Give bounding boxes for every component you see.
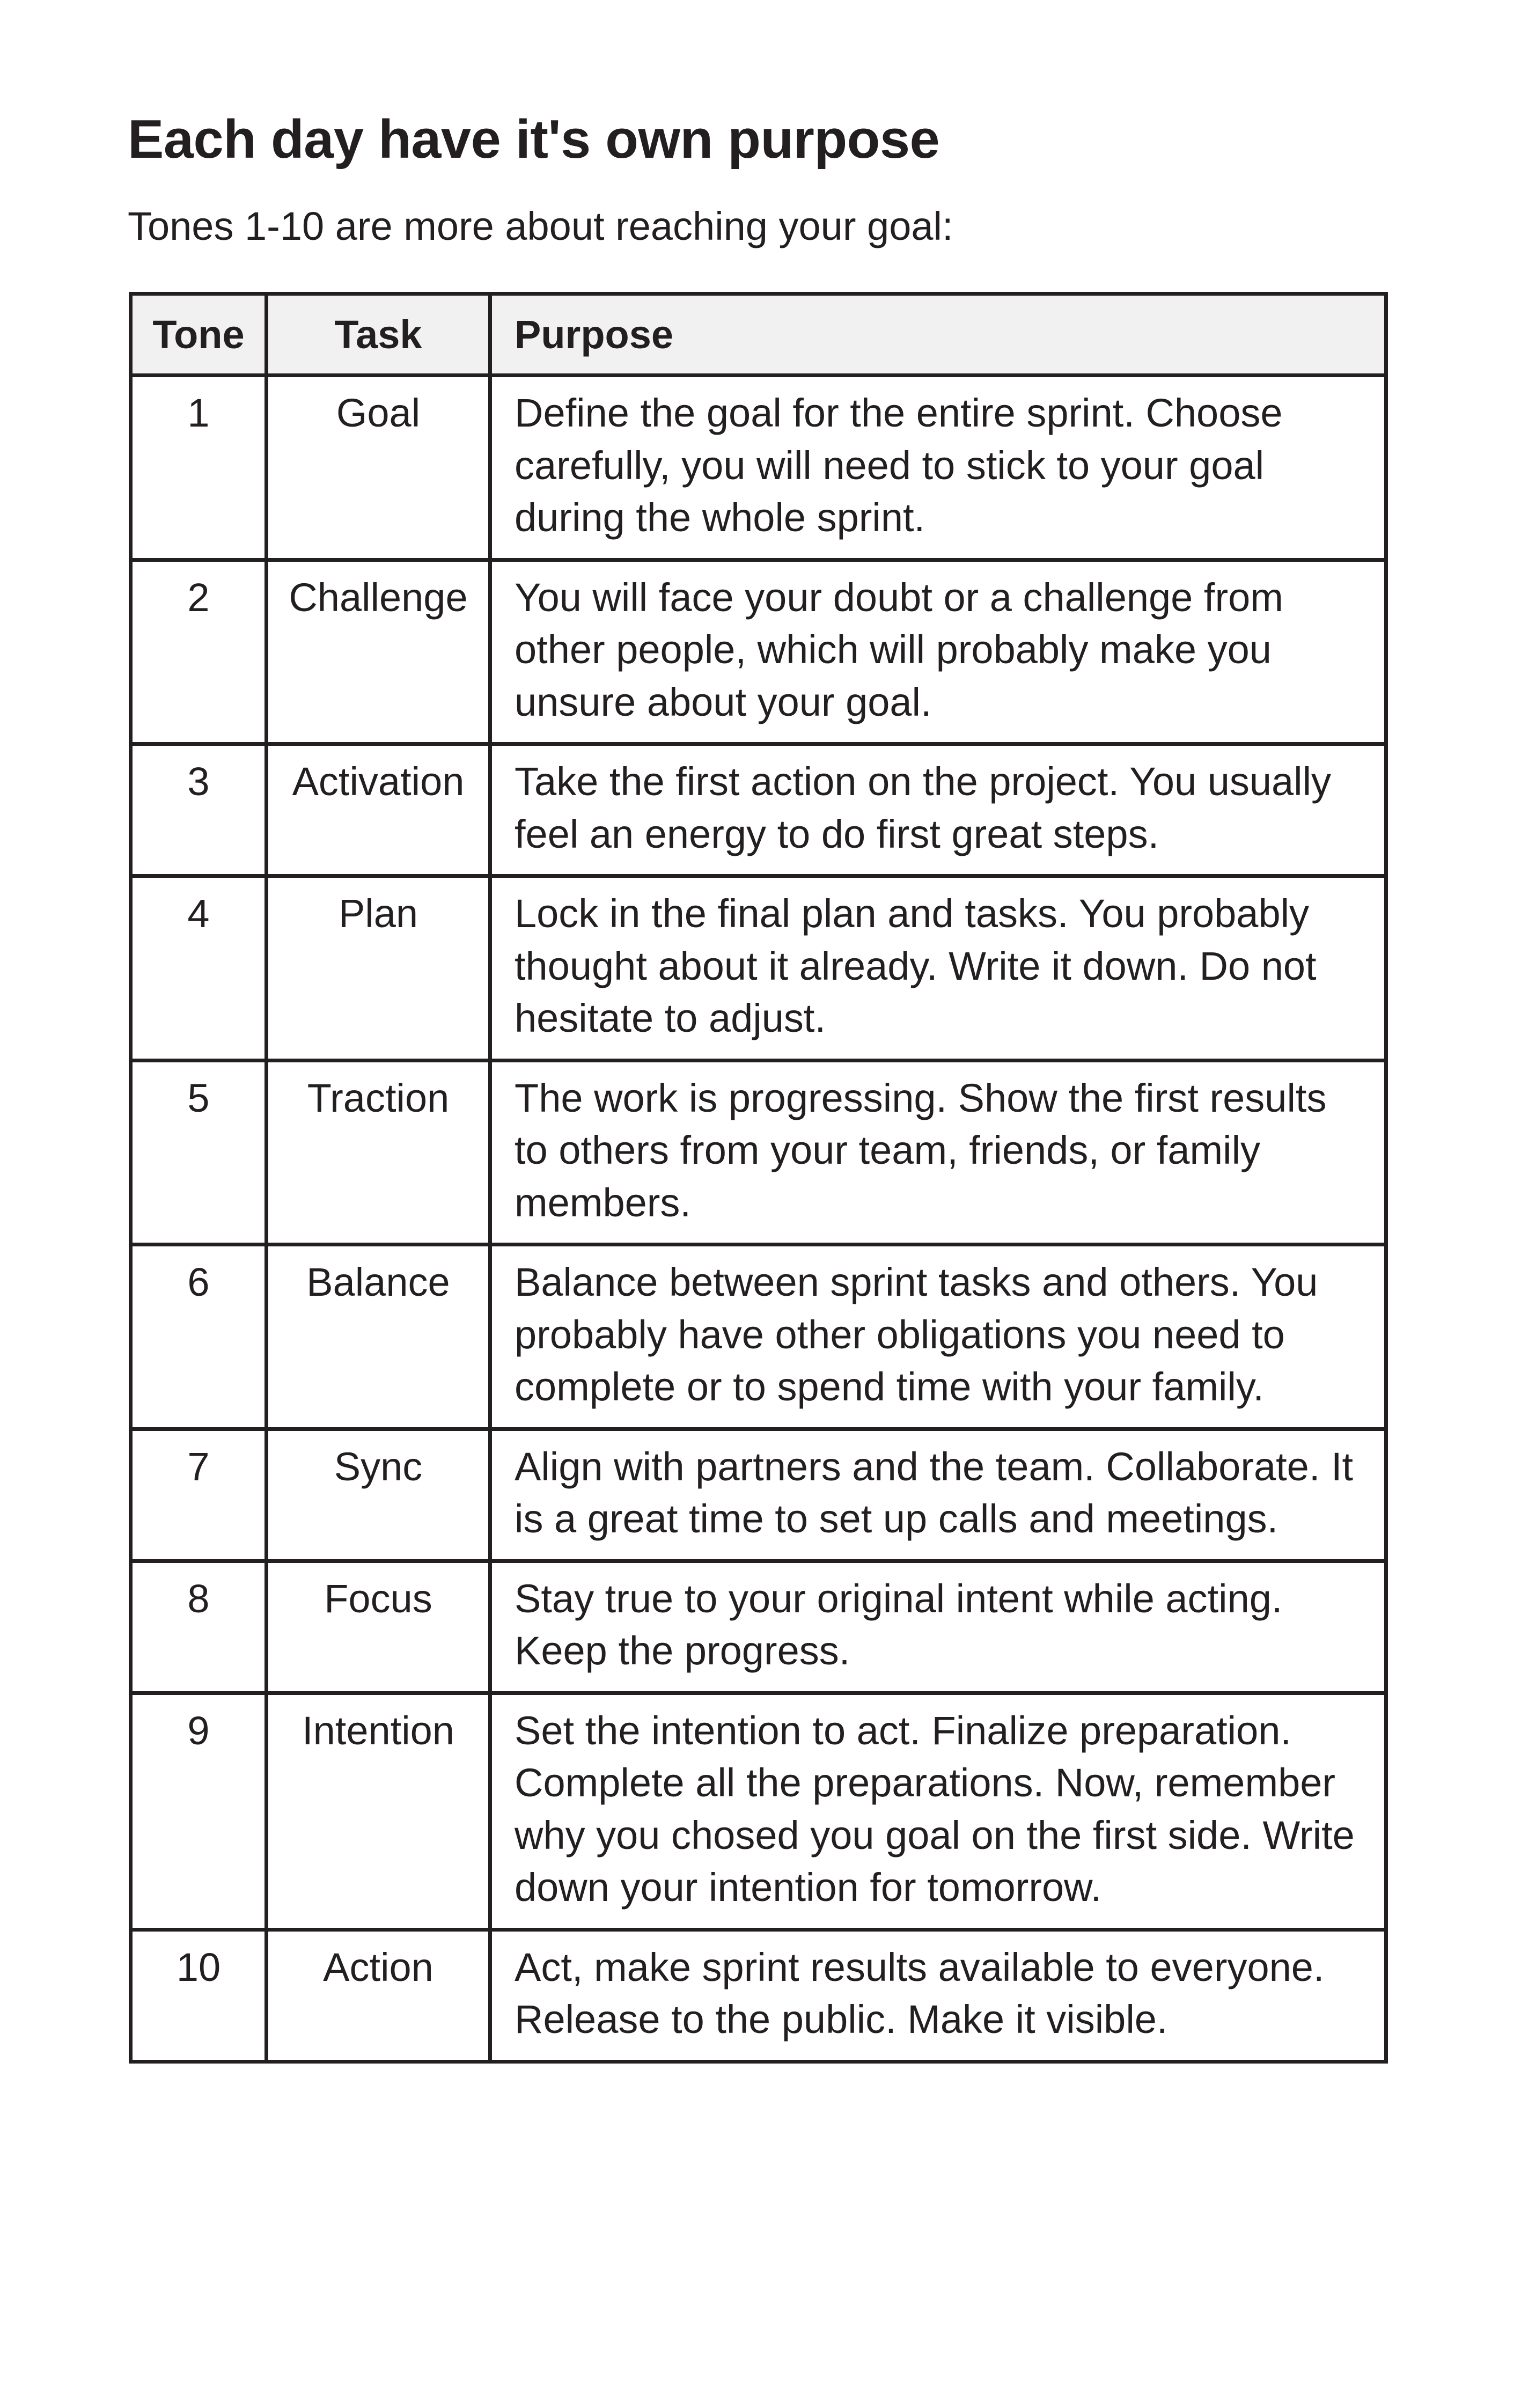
purpose-cell: The work is progressing. Show the first results to others from your team, friends, or family members. bbox=[490, 1060, 1386, 1245]
tone-cell: 9 bbox=[131, 1693, 267, 1929]
table-row bbox=[131, 1693, 1386, 1929]
purpose-cell: Stay true to your original intent while acting. Keep the progress. bbox=[490, 1561, 1386, 1693]
purpose-cell: Align with partners and the team. Collaborate. It is a great time to set up calls and meetings. bbox=[490, 1429, 1386, 1561]
task-cell: Focus bbox=[267, 1561, 490, 1693]
tone-cell: 5 bbox=[131, 1060, 267, 1245]
table-row bbox=[131, 376, 1386, 560]
table-row bbox=[131, 744, 1386, 876]
tone-cell: 7 bbox=[131, 1429, 267, 1561]
purpose-cell: Set the intention to act. Finalize preparation. Complete all the preparations. Now, remember why you chosed you goal on the first side. Write down your intention for tomorrow. bbox=[490, 1693, 1386, 1929]
task-cell: Challenge bbox=[267, 560, 490, 744]
task-cell: Goal bbox=[267, 376, 490, 560]
tone-cell: 3 bbox=[131, 744, 267, 876]
tone-cell: 6 bbox=[131, 1245, 267, 1429]
purpose-cell: Act, make sprint results available to everyone. Release to the public. Make it visible. bbox=[490, 1929, 1386, 2061]
purpose-cell: Lock in the final plan and tasks. You probably thought about it already. Write it down. Do not hesitate to adjust. bbox=[490, 876, 1386, 1061]
task-cell: Action bbox=[267, 1929, 490, 2061]
task-cell: Activation bbox=[267, 744, 490, 876]
task-cell: Sync bbox=[267, 1429, 490, 1561]
page-title: Each day have it's own purpose bbox=[128, 109, 940, 170]
tone-cell: 1 bbox=[131, 376, 267, 560]
tones-table bbox=[129, 292, 1388, 2064]
task-cell: Traction bbox=[267, 1060, 490, 1245]
table-header-row bbox=[131, 294, 1386, 376]
task-cell: Balance bbox=[267, 1245, 490, 1429]
task-cell: Intention bbox=[267, 1693, 490, 1929]
purpose-cell: Define the goal for the entire sprint. Choose carefully, you will need to stick to your goal during the whole sprint. bbox=[490, 376, 1386, 560]
column-header-purpose: Purpose bbox=[490, 294, 1386, 376]
column-header-tone: Tone bbox=[131, 294, 267, 376]
tone-cell: 4 bbox=[131, 876, 267, 1061]
purpose-cell: Balance between sprint tasks and others. You probably have other obligations you need to complete or to spend time with your family. bbox=[490, 1245, 1386, 1429]
table-row bbox=[131, 1561, 1386, 1693]
column-header-task: Task bbox=[267, 294, 490, 376]
tone-cell: 10 bbox=[131, 1929, 267, 2061]
table-row bbox=[131, 1245, 1386, 1429]
table-row bbox=[131, 560, 1386, 744]
tone-cell: 8 bbox=[131, 1561, 267, 1693]
purpose-cell: Take the first action on the project. You usually feel an energy to do first great steps. bbox=[490, 744, 1386, 876]
intro-text: Tones 1-10 are more about reaching your goal: bbox=[128, 204, 953, 248]
tone-cell: 2 bbox=[131, 560, 267, 744]
task-cell: Plan bbox=[267, 876, 490, 1061]
table-row bbox=[131, 1060, 1386, 1245]
table-row bbox=[131, 1429, 1386, 1561]
table-row bbox=[131, 1929, 1386, 2061]
purpose-cell: You will face your doubt or a challenge from other people, which will probably make you unsure about your goal. bbox=[490, 560, 1386, 744]
table-row bbox=[131, 876, 1386, 1061]
